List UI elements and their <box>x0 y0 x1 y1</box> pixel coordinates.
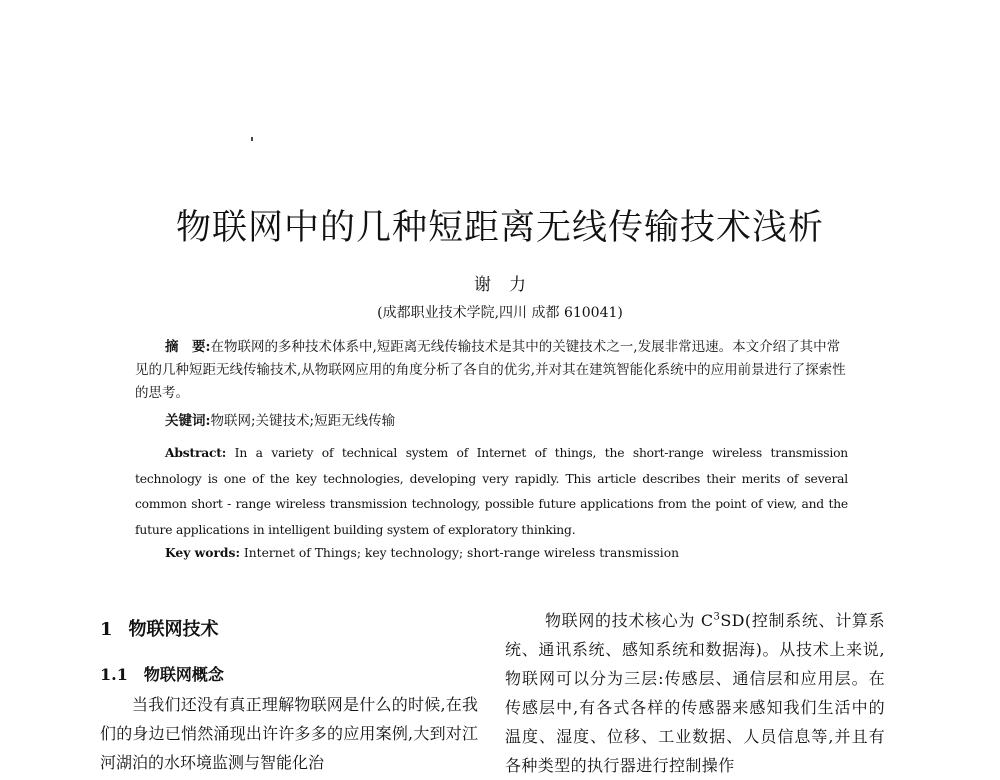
abstract-english-label: Abstract: <box>165 445 227 460</box>
scan-speck <box>251 137 253 141</box>
keywords-chinese <box>165 410 845 432</box>
section-paragraph: 当我们还没有真正理解物联网是什么的时候,在我们的身边已悄然涌现出许许多多的应用案例,大到对江河湖泊的水环境监测与智能化治 <box>100 695 478 772</box>
section-heading <box>100 612 478 648</box>
subsection-title: 物联网概念 <box>143 665 224 684</box>
author-affiliation: (成都职业技术学院,四川 成都 610041) <box>377 305 623 321</box>
keywords-chinese-label: 关键词: <box>165 413 211 429</box>
keywords-english <box>165 542 845 564</box>
abstract-english-text: In a variety of technical system of Internet of things, the short-range wireless transmission technology is one of the key technologies, developing very rapidly. This article describes their merits of several common short - range wireless transmission technology, possible future applications from the point of view, and the future applications in intelligent building system of exploratory thinking. <box>135 446 848 537</box>
paragraph-text-part1: 物联网的技术核心为 C <box>545 611 714 630</box>
subsection-number: 1.1 <box>100 665 128 684</box>
section-number: 1 <box>100 619 113 640</box>
subsection-heading <box>100 660 478 690</box>
abstract-english <box>135 440 848 543</box>
left-column <box>100 612 478 777</box>
section-title: 物联网技术 <box>128 619 219 640</box>
superscript-three: 3 <box>713 611 721 623</box>
keywords-english-label: Key words: <box>165 545 240 560</box>
abstract-chinese <box>135 336 848 405</box>
author-name: 谢力 <box>474 275 544 295</box>
abstract-chinese-label: 摘 要: <box>165 339 211 355</box>
paper-title: 物联网中的几种短距离无线传输技术浅析 <box>175 208 824 248</box>
abstract-chinese-text: 在物联网的多种技术体系中,短距离无线传输技术是其中的关键技术之一,发展非常迅速。本文介绍了其中常见的几种短距无线传输技术,从物联网应用的角度分析了各自的优劣,并对其在建筑智能化系统中的应用前景进行了探索性的思考。 <box>135 339 846 401</box>
keywords-chinese-text: 物联网;关键技术;短距无线传输 <box>210 413 396 429</box>
paragraph-text-part2: SD(控制系统、计算系统、通讯系统、感知系统和数据海)。从技术上来说,物联网可以分为三层:传感层、通信层和应用层。在传感层中,有各式各样的传感器来感知我们生活中的温度、湿度、位移、工业数据、人员信息等,并且有各种类型的执行器进行控制操作 <box>505 611 885 775</box>
right-column <box>505 606 885 780</box>
keywords-english-text: Internet of Things; key technology; short-range wireless transmission <box>240 546 680 560</box>
right-column-paragraph <box>505 606 885 780</box>
